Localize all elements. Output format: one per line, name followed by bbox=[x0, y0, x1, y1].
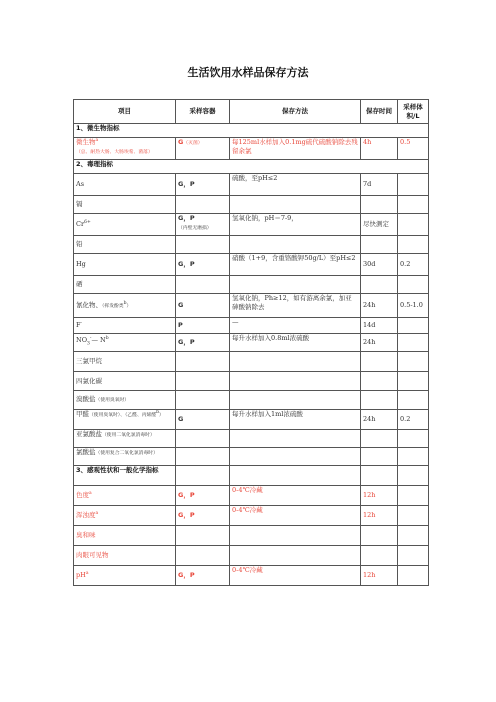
item-cell: 四氯化碳 bbox=[74, 372, 176, 391]
volume-cell bbox=[398, 174, 429, 196]
container-cell: G，P bbox=[176, 506, 230, 526]
item-cell bbox=[74, 506, 176, 526]
item-label: NO bbox=[76, 336, 88, 345]
volume-cell bbox=[398, 486, 429, 506]
table-row bbox=[74, 294, 429, 318]
item-cell bbox=[74, 318, 176, 334]
item-label: 氯酸盐 bbox=[76, 448, 96, 456]
table-row bbox=[74, 448, 429, 466]
sample-preservation-table bbox=[73, 99, 429, 586]
table-row bbox=[74, 430, 429, 448]
time-cell: 7d bbox=[361, 174, 398, 196]
container-cell: G，P bbox=[176, 486, 230, 506]
time-cell: 12h bbox=[361, 506, 398, 526]
item-cell: Hg bbox=[74, 254, 176, 276]
table-row bbox=[74, 566, 429, 586]
table-row bbox=[74, 410, 429, 430]
time-cell: 尽快测定 bbox=[361, 214, 398, 236]
method-cell: 硫酸，至pH≤2 bbox=[230, 174, 361, 196]
table-row bbox=[74, 214, 429, 236]
superscript: - bbox=[89, 336, 92, 342]
table-row bbox=[74, 372, 429, 391]
time-cell: 14d bbox=[361, 318, 398, 334]
section-title: 2、毒理指标 bbox=[74, 160, 429, 174]
time-cell: 4h bbox=[361, 138, 398, 160]
time-cell: 12h bbox=[361, 566, 398, 586]
method-cell: — bbox=[230, 318, 361, 334]
item-cell: 肉眼可见物 bbox=[74, 546, 176, 566]
item-label: 色度 bbox=[76, 491, 89, 499]
item-cell: 镉 bbox=[74, 196, 176, 214]
volume-cell bbox=[398, 214, 429, 236]
container-note: （灭菌） bbox=[183, 141, 203, 146]
container-cell: G，P bbox=[176, 254, 230, 276]
container-cell bbox=[176, 138, 230, 160]
table-row bbox=[74, 526, 429, 546]
item-note: （使用臭氧时） bbox=[95, 398, 130, 403]
method-cell: 每升水样加入0.8ml浓硫酸 bbox=[230, 334, 361, 352]
method-cell: 氢氧化钠，Ph≥12，如有游离余氯，加亚砷酸钠除去 bbox=[230, 294, 361, 318]
item-cell: 铅 bbox=[74, 236, 176, 254]
table-row bbox=[74, 254, 429, 276]
item-cell: 硒 bbox=[74, 276, 176, 294]
table-row bbox=[74, 196, 429, 214]
item-cell bbox=[74, 138, 176, 160]
container-note: （内壁无磨损） bbox=[178, 226, 212, 231]
volume-cell bbox=[398, 334, 429, 352]
volume-cell: 0.5-1.0 bbox=[398, 294, 429, 318]
item-cell bbox=[74, 334, 176, 352]
container-label: G bbox=[178, 138, 184, 146]
item-cell bbox=[74, 391, 176, 410]
table-row bbox=[74, 236, 429, 254]
table-row bbox=[74, 546, 429, 566]
container-cell: P bbox=[176, 318, 230, 334]
header-time: 保存时间 bbox=[361, 100, 398, 124]
method-cell: 每125ml水样加入0.1mg硫代硫酸钠除去残留余氯 bbox=[230, 138, 361, 160]
subscript: 3 bbox=[87, 341, 90, 347]
item-note: （使用二氧化氯消毒时） bbox=[102, 433, 155, 438]
method-cell: 氢氧化钠，pH＝7-9， bbox=[230, 214, 361, 236]
method-cell: 0-4℃冷藏 bbox=[230, 506, 361, 526]
volume-cell bbox=[398, 506, 429, 526]
section-title: 3、感观性状和一般化学指标 bbox=[74, 466, 176, 486]
table-row bbox=[74, 276, 429, 294]
item-note: ） bbox=[126, 303, 132, 309]
table-row bbox=[74, 174, 429, 196]
footnote-mark: b bbox=[156, 409, 160, 415]
header-container: 采样容器 bbox=[176, 100, 230, 124]
volume-cell: 0.2 bbox=[398, 254, 429, 276]
footnote-mark: a bbox=[95, 137, 99, 143]
item-cell: As bbox=[74, 174, 176, 196]
method-cell: 0-4℃冷藏 bbox=[230, 566, 361, 586]
page-title: 生活饮用水样品保存方法 bbox=[187, 66, 309, 79]
volume-cell bbox=[398, 566, 429, 586]
volume-cell bbox=[398, 318, 429, 334]
container-cell: G bbox=[176, 410, 230, 430]
item-note: （总、耐热大肠、大肠埃希、菌落） bbox=[76, 150, 153, 155]
item-label: pH bbox=[76, 571, 86, 579]
superscript: 6+ bbox=[84, 219, 91, 225]
section-row bbox=[74, 160, 429, 174]
table-row bbox=[74, 334, 429, 352]
table-row bbox=[74, 352, 429, 372]
item-note: （使用臭氧时）、（乙醛、丙烯醛 bbox=[89, 413, 157, 418]
item-label: 甲醛 bbox=[76, 410, 89, 418]
item-label: Cr bbox=[76, 220, 85, 228]
container-label: G，P bbox=[178, 214, 195, 222]
item-cell bbox=[74, 294, 176, 318]
time-cell: 24h bbox=[361, 334, 398, 352]
footnote-mark: a bbox=[95, 510, 99, 516]
item-label: 浑浊度 bbox=[76, 511, 96, 519]
header-volume: 采样体积/L bbox=[398, 100, 429, 124]
container-cell bbox=[176, 214, 230, 236]
time-cell: 24h bbox=[361, 294, 398, 318]
method-cell: 硝酸（1+9，含重铬酸钾50g/L）至pH≤2 bbox=[230, 254, 361, 276]
container-cell: G，P bbox=[176, 566, 230, 586]
time-cell: 24h bbox=[361, 410, 398, 430]
footnote-mark: b bbox=[105, 336, 109, 342]
item-cell bbox=[74, 410, 176, 430]
table-row bbox=[74, 506, 429, 526]
table-row bbox=[74, 486, 429, 506]
footnote-mark: a bbox=[85, 570, 89, 576]
time-cell: 12h bbox=[361, 486, 398, 506]
table-row bbox=[74, 318, 429, 334]
volume-cell: 0.5 bbox=[398, 138, 429, 160]
header-item: 项目 bbox=[74, 100, 176, 124]
item-cell bbox=[74, 566, 176, 586]
container-cell: G bbox=[176, 294, 230, 318]
footnote-mark: b bbox=[123, 300, 127, 306]
table-row bbox=[74, 138, 429, 160]
item-cell: 三氯甲烷 bbox=[74, 352, 176, 372]
method-cell: 每升水样加入1ml浓硫酸 bbox=[230, 410, 361, 430]
container-cell: G，P bbox=[176, 334, 230, 352]
item-cell bbox=[74, 430, 176, 448]
header-method: 保存方法 bbox=[230, 100, 361, 124]
item-label: — N bbox=[91, 336, 106, 345]
item-cell bbox=[74, 486, 176, 506]
method-cell: 0-4℃冷藏 bbox=[230, 486, 361, 506]
item-label: 氰化物、 bbox=[76, 300, 102, 309]
footnote-mark: a bbox=[89, 490, 92, 496]
item-cell bbox=[74, 214, 176, 236]
volume-cell: 0.2 bbox=[398, 410, 429, 430]
superscript: - bbox=[80, 320, 83, 326]
item-label: 亚氯酸盐 bbox=[76, 430, 102, 438]
item-label: F bbox=[76, 321, 81, 329]
section-row bbox=[74, 124, 429, 138]
container-cell: G，P bbox=[176, 174, 230, 196]
section-row bbox=[74, 466, 429, 486]
item-note: （挥发酚类 bbox=[102, 303, 124, 309]
item-label: 微生物 bbox=[76, 138, 96, 146]
item-label: 溴酸盐 bbox=[76, 395, 96, 403]
table-row bbox=[74, 391, 429, 410]
item-cell: 臭和味 bbox=[74, 526, 176, 546]
item-note: ） bbox=[159, 413, 164, 418]
time-cell: 30d bbox=[361, 254, 398, 276]
section-title: 1、微生物指标 bbox=[74, 124, 429, 138]
item-note: （使用复合二氧化氯消毒时） bbox=[95, 451, 158, 456]
item-cell bbox=[74, 448, 176, 466]
table-header-row bbox=[74, 100, 429, 124]
